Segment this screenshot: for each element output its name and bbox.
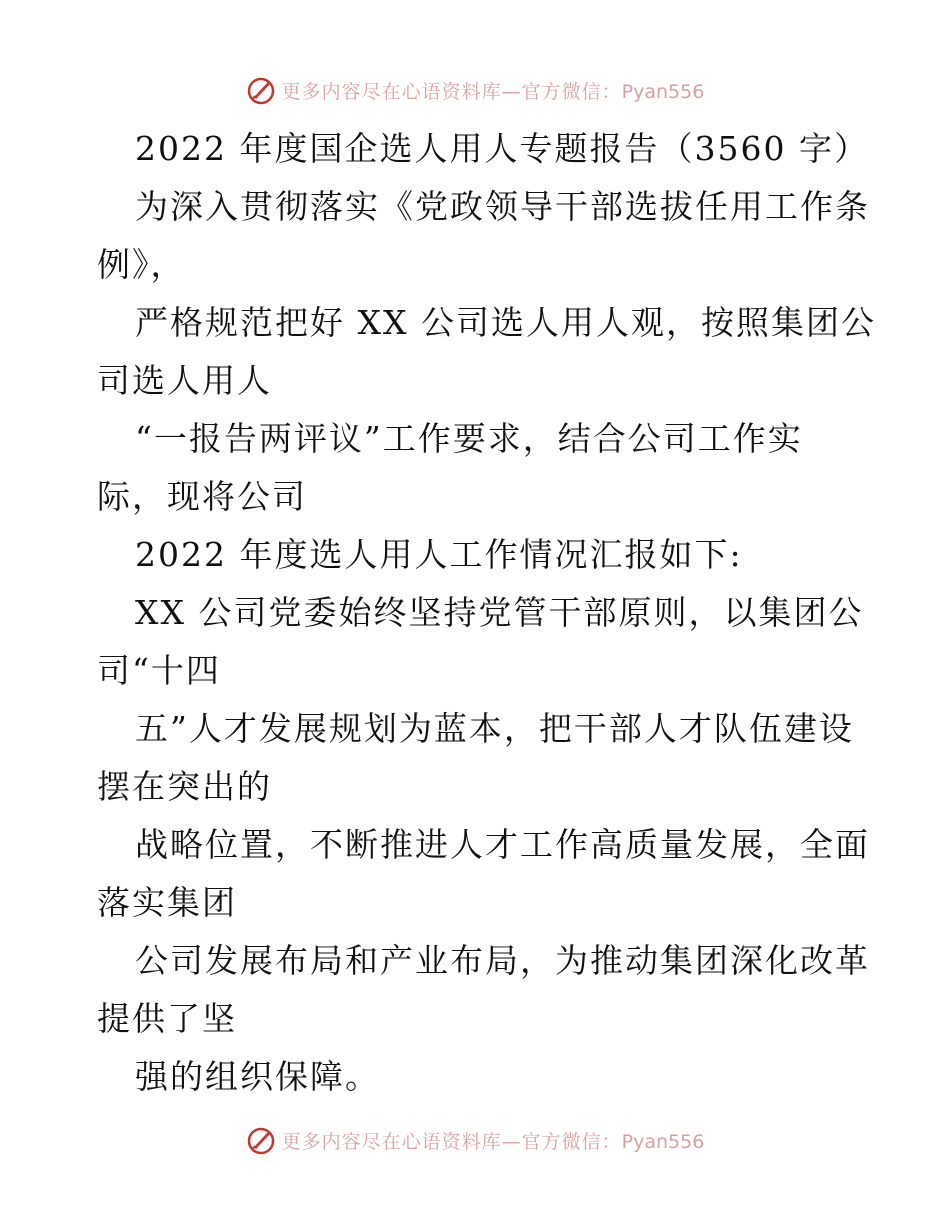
doc-line: 摆在突出的 bbox=[97, 767, 272, 806]
header-watermark bbox=[0, 70, 950, 110]
watermark-id: Pyan556 bbox=[621, 1130, 705, 1153]
doc-line: 严格规范把好 XX 公司选人用人观，按照集团公 bbox=[135, 303, 876, 342]
doc-line: “一报告两评议”工作要求，结合公司工作实 bbox=[135, 419, 803, 458]
watermark-text: 更多内容尽在心语资料库—官方微信：Pyan556 bbox=[281, 1130, 705, 1153]
doc-line: 落实集团 bbox=[97, 883, 237, 922]
quill-pen-seal-icon bbox=[246, 75, 276, 105]
watermark-text: 更多内容尽在心语资料库—官方微信：Pyan556 bbox=[281, 80, 705, 103]
doc-line: 2022 年度选人用人工作情况汇报如下: bbox=[135, 535, 743, 574]
doc-line: 司选人用人 bbox=[97, 361, 272, 400]
doc-line: 际，现将公司 bbox=[97, 477, 307, 516]
doc-line: 战略位置，不断推进人才工作高质量发展，全面 bbox=[135, 825, 870, 864]
doc-title: 2022 年度国企选人用人专题报告（3560 字） bbox=[135, 129, 869, 168]
footer-watermark bbox=[0, 1120, 950, 1160]
doc-line: 提供了坚 bbox=[97, 999, 237, 1038]
quill-pen-seal-icon bbox=[246, 1125, 276, 1155]
doc-line: 强的组织保障。 bbox=[135, 1057, 380, 1096]
doc-line: 五”人才发展规划为蓝本，把干部人才队伍建设 bbox=[135, 709, 854, 748]
doc-line: 司“十四 bbox=[97, 651, 221, 690]
doc-line: 公司发展布局和产业布局，为推动集团深化改革 bbox=[135, 941, 870, 980]
watermark-id: Pyan556 bbox=[621, 80, 705, 103]
doc-line: 为深入贯彻落实《党政领导干部选拔任用工作条 bbox=[135, 187, 870, 226]
doc-line: XX 公司党委始终坚持党管干部原则，以集团公 bbox=[135, 593, 864, 632]
doc-line: 例》， bbox=[97, 245, 186, 284]
document-body bbox=[97, 120, 876, 1106]
